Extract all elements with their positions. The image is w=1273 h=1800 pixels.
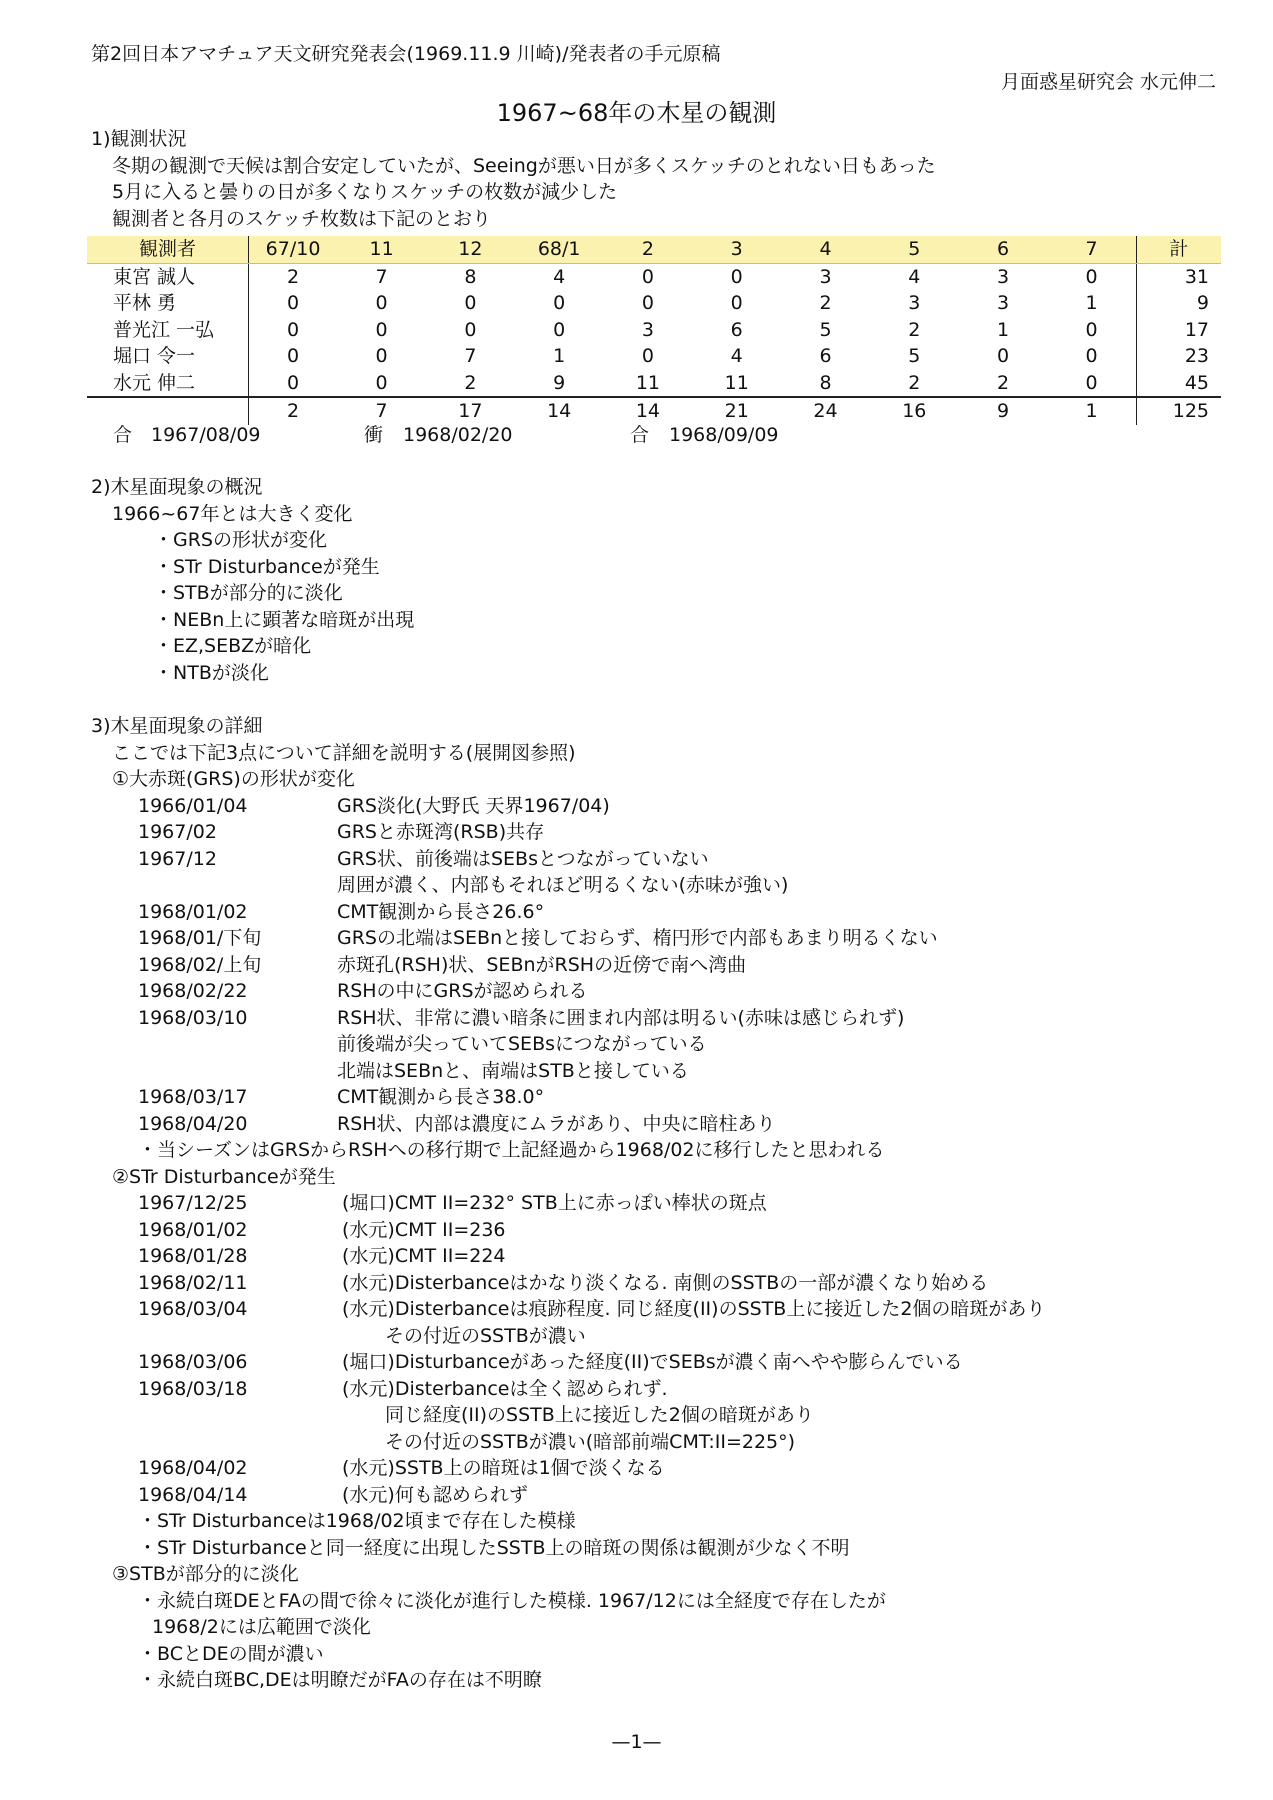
row-total: 9 — [1196, 292, 1209, 314]
table-cell: 5 — [908, 345, 921, 367]
grs-note: ・当シーズンはGRSからRSHへの移行期で上記経過から1968/02に移行したと思われる — [138, 1139, 885, 1161]
table-cell: 0 — [553, 292, 566, 314]
entry-date: 1966/01/04 — [138, 794, 248, 817]
table-cell: 0 — [1047, 263, 1136, 290]
str-entry — [0, 1270, 1273, 1297]
entry-date: 1968/03/10 — [138, 1006, 248, 1029]
str-entry — [0, 1402, 1273, 1429]
row-total: 17 — [1184, 318, 1209, 341]
table-cell: 24 — [781, 397, 870, 425]
entry-text: (堀口)Disturbanceがあった経度(II)でSEBsが濃く南へやや膨らんでいる — [342, 1351, 963, 1373]
grs-entry — [0, 793, 1273, 820]
observer-name: 東宮 誠人 — [113, 265, 196, 288]
entry-text: RSH状、非常に濃い暗条に囲まれ内部は明るい(赤味は感じられず) — [337, 1006, 905, 1029]
entry-date: 1968/02/上旬 — [138, 953, 262, 976]
entry-date: 1968/03/17 — [138, 1086, 248, 1108]
str-entry — [0, 1243, 1273, 1270]
table-cell: 9 — [959, 397, 1048, 425]
column-header: 3 — [692, 236, 781, 263]
conjunction-date: 1967/08/09 — [151, 424, 261, 446]
entry-text: GRS淡化(大野氏 天界1967/04) — [337, 794, 610, 817]
table-cell: 1 — [1047, 290, 1136, 317]
table-cell: 0 — [375, 318, 388, 341]
observer-name: 水元 伸二 — [113, 371, 196, 394]
entry-date: 1968/01/02 — [138, 900, 248, 923]
table-totals-row — [87, 397, 1221, 425]
list-item: ・NTBが淡化 — [154, 661, 269, 684]
table-cell: 0 — [641, 265, 654, 288]
subsection-1-heading: ①大赤斑(GRS)の形状が変化 — [112, 768, 355, 790]
column-header: 68/1 — [515, 236, 604, 263]
str-entry — [0, 1455, 1273, 1482]
column-header: 4 — [781, 236, 870, 263]
entry-text: (水元)何も認められず — [342, 1483, 528, 1506]
grs-entry — [0, 952, 1273, 979]
table-cell: 4 — [553, 265, 566, 288]
table-cell: 11 — [635, 371, 661, 394]
entry-text: 周囲が濃く、内部もそれほど明るくない(赤味が強い) — [337, 874, 789, 896]
opposition-label: 衝 — [364, 424, 384, 446]
str-entry — [0, 1217, 1273, 1244]
entry-text: 同じ経度(II)のSSTB上に接近した2個の暗斑があり — [385, 1404, 814, 1426]
row-total: 45 — [1184, 371, 1209, 394]
entry-text: RSHの中にGRSが認められる — [337, 980, 588, 1002]
table-row — [87, 343, 1221, 370]
entry-date: 1968/02/11 — [138, 1271, 248, 1294]
entry-text: RSH状、内部は濃度にムラがあり、中央に暗柱あり — [337, 1112, 776, 1135]
entry-text: その付近のSSTBが濃い — [385, 1324, 586, 1347]
table-cell: 0 — [1047, 317, 1136, 344]
section-2-heading: 2)木星面現象の概況 — [91, 476, 263, 498]
grs-entry — [0, 978, 1273, 1005]
section-1-line: 観測者と各月のスケッチ枚数は下記のとおり — [112, 207, 492, 230]
section-3-intro: ここでは下記3点について詳細を説明する(展開図参照) — [112, 741, 576, 764]
grand-total: 125 — [1136, 397, 1221, 425]
table-cell: 9 — [553, 371, 566, 394]
grs-entry — [0, 1031, 1273, 1058]
table-cell: 1 — [1047, 397, 1136, 425]
table-cell: 0 — [375, 292, 388, 314]
table-cell: 2 — [248, 397, 337, 425]
entry-text: (水元)Disterbanceは痕跡程度. 同じ経度(II)のSSTB上に接近した2個の暗斑があり — [342, 1298, 1046, 1320]
table-cell: 0 — [464, 292, 477, 314]
table-cell: 2 — [464, 371, 477, 394]
entry-date: 1968/04/02 — [138, 1457, 248, 1479]
table-cell: 1 — [997, 318, 1010, 341]
entry-text: 赤斑孔(RSH)状、SEBnがRSHの近傍で南へ湾曲 — [337, 953, 747, 976]
entry-text: CMT観測から長さ38.0° — [337, 1086, 545, 1108]
grs-entry — [0, 846, 1273, 873]
column-header: 67/10 — [248, 236, 337, 263]
table-cell: 3 — [908, 292, 921, 314]
entry-text: 前後端が尖っていてSEBsにつながっている — [337, 1033, 707, 1055]
entry-text: (水元)Disterbanceは全く認められず. — [342, 1377, 668, 1400]
row-total: 31 — [1184, 265, 1209, 288]
table-cell: 7 — [464, 345, 477, 367]
table-row — [87, 263, 1221, 290]
page-number: —1— — [611, 1731, 662, 1753]
list-item: ・STr Disturbanceが発生 — [154, 555, 380, 578]
table-cell: 0 — [730, 292, 743, 314]
column-header: 2 — [604, 236, 693, 263]
entry-text: GRSと赤斑湾(RSB)共存 — [337, 821, 545, 843]
table-header-row — [87, 236, 1221, 263]
conjunction-date: 1968/09/09 — [669, 424, 779, 446]
table-cell: 2 — [997, 371, 1010, 394]
section-3 — [0, 713, 1273, 1694]
subsection-3-heading: ③STBが部分的に淡化 — [112, 1563, 299, 1585]
table-row — [87, 290, 1221, 317]
entry-date: 1968/03/18 — [138, 1377, 248, 1400]
table-cell: 0 — [248, 290, 337, 317]
section-2 — [0, 474, 1273, 686]
grs-entry — [0, 899, 1273, 926]
entry-date: 1968/03/06 — [138, 1351, 248, 1373]
entry-text: GRS状、前後端はSEBsとつながっていない — [337, 847, 709, 870]
observer-name: 平林 勇 — [113, 292, 177, 314]
table-cell: 0 — [997, 345, 1010, 367]
table-cell: 8 — [464, 265, 477, 288]
grs-entry — [0, 872, 1273, 899]
section-1-heading: 1)観測状況 — [91, 128, 187, 150]
grs-entry — [0, 925, 1273, 952]
section-1 — [0, 126, 1273, 232]
table-cell: 6 — [819, 345, 832, 367]
observer-name: 堀口 令一 — [113, 345, 196, 367]
str-entry — [0, 1323, 1273, 1350]
table-cell: 0 — [730, 265, 743, 288]
header-right: 月面惑星研究会 水元伸二 — [1000, 71, 1216, 93]
entry-text: CMT観測から長さ26.6° — [337, 900, 545, 923]
observer-name: 普光江 一弘 — [113, 318, 215, 341]
entry-date: 1968/02/22 — [138, 980, 248, 1002]
str-note: ・STr Disturbanceは1968/02頃まで存在した模様 — [138, 1510, 576, 1532]
section-1-line: 5月に入ると曇りの日が多くなりスケッチの枚数が減少した — [112, 181, 618, 203]
list-item: ・NEBn上に顕著な暗斑が出現 — [154, 608, 415, 631]
table-cell: 3 — [641, 318, 654, 341]
column-header: 5 — [870, 236, 959, 263]
entry-date: 1967/02 — [138, 821, 217, 843]
conjunction-label: 合 — [113, 424, 133, 446]
column-header: 12 — [426, 236, 515, 263]
table-cell: 0 — [464, 318, 477, 341]
entry-text: (堀口)CMT II=232° STB上に赤っぽい棒状の斑点 — [342, 1192, 767, 1214]
table-cell: 0 — [248, 317, 337, 344]
table-cell: 4 — [908, 265, 921, 288]
table-cell: 0 — [641, 292, 654, 314]
table-cell: 0 — [553, 318, 566, 341]
str-note: ・STr Disturbanceと同一経度に出現したSSTB上の暗斑の関係は観測が少なく不明 — [138, 1536, 850, 1559]
stb-line: ・BCとDEの間が濃い — [138, 1642, 324, 1665]
table-cell: 8 — [819, 371, 832, 394]
entry-text: (水元)CMT II=236 — [342, 1218, 506, 1241]
section-3-heading: 3)木星面現象の詳細 — [91, 715, 263, 737]
subsection-2-heading: ②STr Disturbanceが発生 — [112, 1165, 336, 1188]
table-cell: 7 — [337, 397, 426, 425]
page-title: 1967~68年の木星の観測 — [496, 99, 777, 127]
grs-entry — [0, 1005, 1273, 1032]
table-cell: 3 — [997, 265, 1010, 288]
entry-date: 1968/01/下旬 — [138, 927, 262, 949]
str-entry — [0, 1429, 1273, 1456]
row-total: 23 — [1184, 345, 1209, 367]
column-header: 観測者 — [87, 236, 248, 263]
table-cell: 17 — [426, 397, 515, 425]
entry-text: GRSの北端はSEBnと接しておらず、楕円形で内部もあまり明るくない — [337, 927, 938, 949]
table-cell: 11 — [724, 371, 749, 394]
table-cell: 0 — [641, 345, 654, 367]
list-item: ・GRSの形状が変化 — [154, 529, 327, 551]
grs-entry — [0, 1111, 1273, 1138]
table-cell: 4 — [730, 345, 743, 367]
table-cell: 6 — [730, 318, 743, 341]
grs-entry — [0, 819, 1273, 846]
entry-date: 1967/12 — [138, 847, 217, 870]
entry-text: 北端はSEBnと、南端はSTBと接している — [337, 1059, 689, 1082]
entry-text: (水元)CMT II=224 — [342, 1245, 506, 1267]
table-cell: 0 — [375, 345, 388, 367]
str-entry — [0, 1349, 1273, 1376]
section-2-intro: 1966~67年とは大きく変化 — [112, 502, 353, 525]
str-entry — [0, 1376, 1273, 1403]
table-cell: 7 — [375, 265, 388, 288]
str-entry — [0, 1190, 1273, 1217]
str-entry — [0, 1296, 1273, 1323]
table-cell: 0 — [248, 370, 337, 398]
table-cell: 3 — [819, 265, 832, 288]
list-item: ・EZ,SEBZが暗化 — [154, 635, 312, 657]
entry-text: (水元)SSTB上の暗斑は1個で淡くなる — [342, 1457, 665, 1479]
table-cell: 2 — [908, 318, 921, 341]
table-row — [87, 370, 1221, 398]
conjunction-label: 合 — [630, 424, 650, 446]
table-cell: 16 — [870, 397, 959, 425]
table-cell: 0 — [248, 343, 337, 370]
observation-table — [87, 236, 1221, 425]
list-item: ・STBが部分的に淡化 — [154, 582, 343, 604]
table-cell: 21 — [692, 397, 781, 425]
table-cell: 14 — [604, 397, 693, 425]
stb-line: 1968/2には広範囲で淡化 — [152, 1616, 371, 1638]
table-cell: 14 — [515, 397, 604, 425]
stb-line: ・永続白斑DEとFAの間で徐々に淡化が進行した模様. 1967/12には全経度で存在したが — [138, 1589, 886, 1612]
grs-entry — [0, 1084, 1273, 1111]
section-1-line: 冬期の観測で天候は割合安定していたが、Seeingが悪い日が多くスケッチのとれない日もあった — [112, 154, 936, 177]
entry-date: 1968/03/04 — [138, 1298, 248, 1320]
column-header: 6 — [959, 236, 1048, 263]
entry-date: 1968/04/20 — [138, 1112, 248, 1135]
entry-date: 1967/12/25 — [138, 1192, 248, 1214]
str-entry — [0, 1482, 1273, 1509]
table-cell: 3 — [997, 292, 1010, 314]
entry-date: 1968/01/28 — [138, 1245, 248, 1267]
table-cell: 5 — [819, 318, 832, 341]
stb-line: ・永続白斑BC,DEは明瞭だがFAの存在は不明瞭 — [138, 1669, 542, 1691]
table-cell: 1 — [553, 345, 566, 367]
entry-date: 1968/01/02 — [138, 1218, 248, 1241]
table-row — [87, 317, 1221, 344]
column-header: 7 — [1047, 236, 1136, 263]
entry-text: (水元)Disterbanceはかなり淡くなる. 南側のSSTBの一部が濃くなり始める — [342, 1271, 989, 1294]
opposition-date: 1968/02/20 — [403, 424, 513, 446]
table-cell: 2 — [819, 292, 832, 314]
column-header: 11 — [337, 236, 426, 263]
table-cell: 0 — [1047, 343, 1136, 370]
table-cell: 2 — [248, 263, 337, 290]
grs-entry — [0, 1058, 1273, 1085]
header-left: 第2回日本アマチュア天文研究発表会(1969.11.9 川崎)/発表者の手元原稿 — [91, 43, 721, 65]
table-cell: 2 — [908, 371, 921, 394]
table-cell: 0 — [1047, 370, 1136, 398]
table-cell: 0 — [375, 371, 388, 394]
column-header: 計 — [1136, 236, 1221, 263]
entry-text: その付近のSSTBが濃い(暗部前端CMT:II=225°) — [385, 1430, 796, 1453]
table-cell — [87, 397, 248, 425]
entry-date: 1968/04/14 — [138, 1483, 248, 1506]
